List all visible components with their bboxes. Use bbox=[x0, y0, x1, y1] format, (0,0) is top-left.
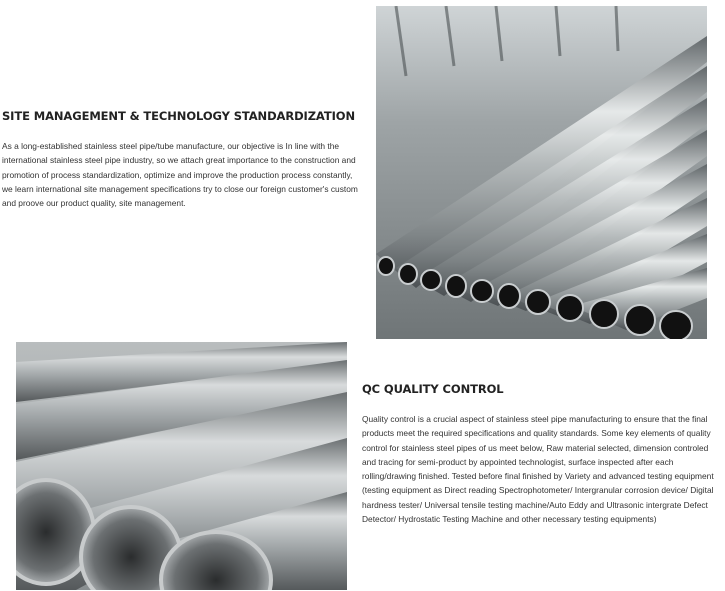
stainless-steel-pipe-bundle-photo bbox=[376, 6, 707, 339]
site-management-text: As a long-established stainless steel pipe/tube manufacture, our objective is In line with the international stainless steel pipe industry, so we attach great importance to the construction and promotion of process standardization, optimize and improve the production process constantly, we learn international site management specifications try to close our foreign customer's custom and proove our product quality, site management. bbox=[2, 141, 358, 209]
qc-quality-control-text: Quality control is a crucial aspect of stainless steel pipe manufacturing to ensure that the final products meet the required specifications and quality standards. Some key elements of quality control for stainless steel pipes of us meet below, Raw material selected, dimension controled and tracing for semi-product by appointed technologist, surface inspected after each rolling/drawing finished. Tested before final finished by Variety and advanced testing equipment (testing equipment as Direct reading Spectrophotometer/ Intergranular corrosion device/ Digital hardness tester/ Universal tensile testing machine/Auto Eddy and Ultrasonic intergrate Defect Detector/ Hydrostatic Testing Machine and other necessary testing equipments) bbox=[362, 414, 714, 525]
site-management-heading: SITE MANAGEMENT & TECHNOLOGY STANDARDIZATION bbox=[2, 109, 355, 123]
large-diameter-steel-pipes-photo bbox=[16, 342, 347, 590]
qc-quality-control-heading: QC QUALITY CONTROL bbox=[362, 382, 504, 396]
